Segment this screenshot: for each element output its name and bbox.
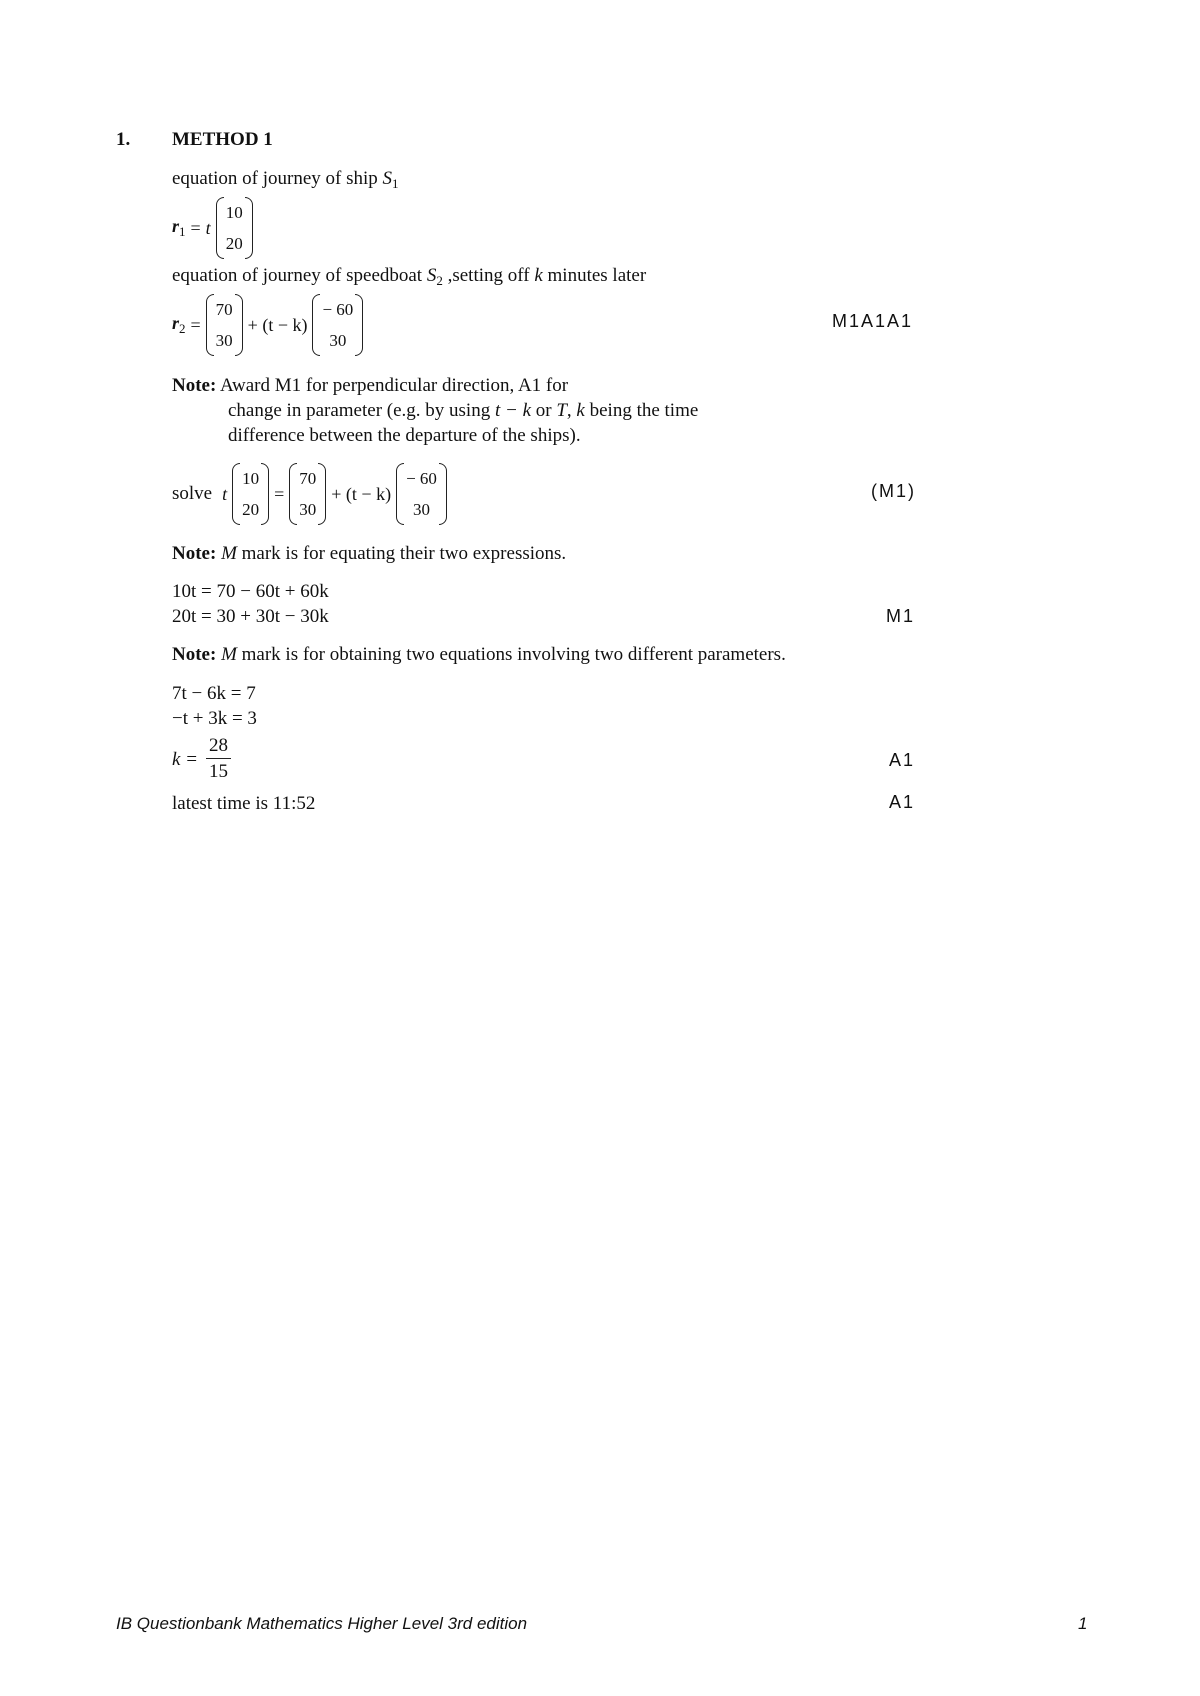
note1-line2: change in parameter (e.g. by using t − k or T, k being the time — [228, 400, 699, 421]
ship1-equation — [172, 197, 258, 259]
ship2-equation — [172, 294, 368, 356]
solve-equation — [172, 463, 452, 525]
question-number: 1. — [116, 129, 131, 150]
method-heading: METHOD 1 — [172, 129, 273, 150]
equals-sign: = — [190, 314, 201, 335]
equals-sign: = — [190, 217, 201, 238]
vector-10-20: 10 20 — [232, 463, 269, 525]
footer-page-number: 1 — [1078, 1614, 1088, 1633]
note2: Note: M mark is for equating their two expressions. — [172, 543, 567, 564]
k-marks: A1 — [889, 750, 916, 770]
equation-line-2: 20t = 30 + 30t − 30k — [172, 606, 329, 627]
equation-line-1: 10t = 70 − 60t + 60k — [172, 581, 329, 602]
ship2-intro: equation of journey of speedboat $S_2$ ,setting off k minutes later — [172, 265, 647, 288]
solve-marks: (M1) — [871, 481, 916, 501]
equation-line-3: 7t − 6k = 7 — [172, 683, 256, 704]
param-t-minus-k: + (t − k) — [247, 314, 308, 335]
ship1-intro: equation of journey of ship $S_1$ — [172, 168, 399, 191]
note1-line1: Note: Award M1 for perpendicular direction, A1 for — [172, 375, 569, 396]
answer-marks: A1 — [889, 792, 916, 812]
vector-70-30: 70 30 — [289, 463, 326, 525]
vector-10-20: 10 20 — [216, 197, 253, 259]
k-value: k = $\frac{28}{15}$ — [172, 734, 231, 785]
param-t-minus-k: + (t − k) — [331, 483, 392, 504]
k-fraction: $\frac{28}{15}$ — [206, 734, 231, 785]
answer-text: latest time is 11:52 — [172, 793, 316, 814]
vector-70-30: 70 30 — [206, 294, 243, 356]
vector-minus60-30: − 60 30 — [396, 463, 447, 525]
param-t: t — [222, 483, 228, 504]
note1-line3: difference between the departure of the ships). — [228, 425, 581, 446]
footer-title: IB Questionbank Mathematics Higher Level 3rd edition — [116, 1614, 528, 1633]
solve-word: solve — [172, 483, 213, 504]
r1-label: $r_1$ — [172, 216, 186, 239]
r2-label: $r_2$ — [172, 313, 186, 336]
equation-line-4: −t + 3k = 3 — [172, 708, 257, 729]
equals-sign: = — [274, 483, 285, 504]
note3: Note: M mark is for obtaining two equations involving two different parameters. — [172, 644, 786, 665]
param-t: t — [205, 217, 211, 238]
ship2-marks: M1A1A1 — [832, 311, 914, 331]
equations1-marks: M1 — [886, 606, 916, 626]
vector-minus60-30: − 60 30 — [312, 294, 363, 356]
